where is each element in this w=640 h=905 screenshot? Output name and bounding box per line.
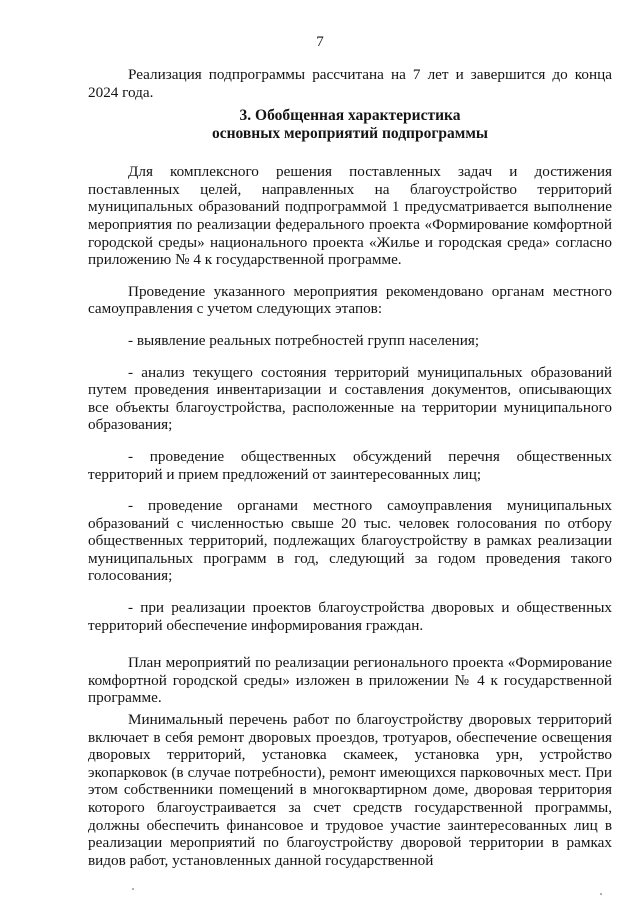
document-body	[88, 66, 612, 869]
section-heading-line-2: основных мероприятий подпрограммы	[212, 125, 488, 143]
list-item-4: - проведение органами местного самоуправления муниципальных образований с численностью свыше 20 тыс. человек голосования по отбору общественных территорий, подлежащих благоустройству в рамках реализации муниципальных программ в год, следующий за годом проведения такого голосования;	[88, 497, 612, 585]
list-item-1: - выявление реальных потребностей групп населения;	[128, 331, 480, 349]
scan-speck	[132, 888, 134, 890]
list-item-5: - при реализации проектов благоустройства дворовых и общественных территорий обеспечение информирования граждан.	[88, 599, 612, 634]
scan-speck	[600, 893, 602, 895]
section-heading-line-1: 3. Обобщенная характеристика	[239, 107, 461, 125]
paragraph-2: Проведение указанного мероприятия рекомендовано органам местного самоуправления с учетом следующих этапов:	[88, 282, 612, 318]
paragraph-3: План мероприятий по реализации регионального проекта «Формирование комфортной городской среды» изложен в приложении № 4 к государственной программе.	[88, 654, 612, 707]
list-item-3: - проведение общественных обсуждений перечня общественных территорий и прием предложений от заинтересованных лиц;	[88, 447, 612, 483]
list-item-2: - анализ текущего состояния территорий муниципальных образований путем проведения инвентаризации и составления документов, описывающих все объекты благоустройства, расположенные на территории муниципального образования;	[88, 363, 612, 434]
paragraph-1: Для комплексного решения поставленных задач и достижения поставленных целей, направленных на благоустройство территорий муниципальных образований подпрограммой 1 предусматривается выполнение мероприятия по реализации федерального проекта «Формирование комфортной городской среды» национального проекта «Жилье и городская среда» согласно приложению № 4 к государственной программе.	[88, 163, 612, 269]
page-number: 7	[316, 34, 324, 50]
paragraph-4: Минимальный перечень работ по благоустройству дворовых территорий включает в себя ремонт дворовых проездов, тротуаров, обеспечение освещения дворовых территорий, установка скамеек, установка урн, устройство экопарковок (в случае потребности), ремонт имеющихся парковочных мест. При этом собственники помещений в многоквартирном доме, дворовая территория которого благоустраивается за счет средств государственной программы, должны обеспечить финансовое и трудовое участие заинтересованных лиц в реализации мероприятий по благоустройству дворовой территории в рамках видов работ, установленных данной государственной	[88, 711, 612, 869]
intro-paragraph: Реализация подпрограммы рассчитана на 7 лет и завершится до конца 2024 года.	[88, 66, 612, 101]
section-heading	[88, 107, 612, 143]
